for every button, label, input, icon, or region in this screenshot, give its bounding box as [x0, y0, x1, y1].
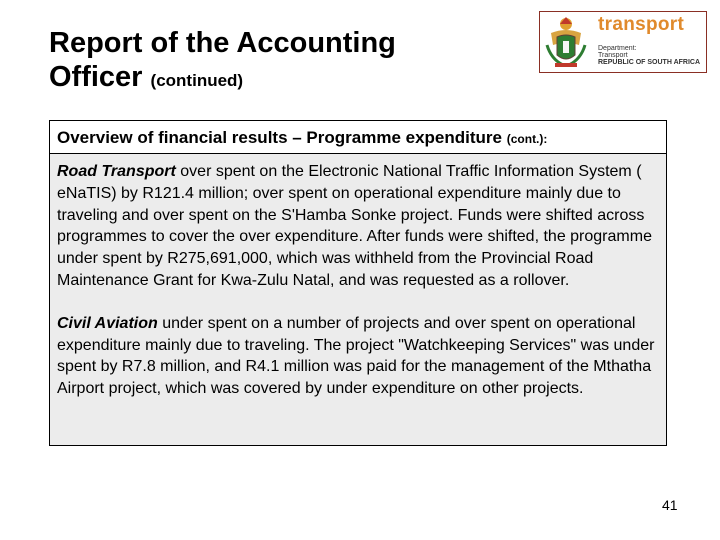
logo-line-3: REPUBLIC OF SOUTH AFRICA	[598, 59, 701, 66]
content-panel	[49, 120, 667, 446]
title-line-2: Officer	[49, 61, 143, 93]
panel-heading-text: Overview of financial results – Programme expenditure	[57, 128, 502, 147]
panel-heading-suffix: (cont.):	[506, 132, 548, 146]
paragraph-text: over spent on the Electronic National Traffic Information System ( eNaTIS) by R121.4 million; over spent on operational expenditure mainly due to traveling and over spent on the S'Hamba Sonke project. Funds were shifted across programmes to cover the over expenditure. After funds were shifted, the programme under spent by R275,691,000, which was withheld from the Provincial Road Maintenance Grant for Kwa-Zulu Natal, and was requested as a rollover.	[57, 163, 652, 289]
paragraph-lead: Road Transport	[57, 163, 176, 180]
logo-department	[598, 45, 700, 66]
department-logo	[539, 11, 707, 73]
paragraph-lead: Civil Aviation	[57, 314, 158, 332]
logo-line-1: Department:	[598, 45, 637, 52]
title-line-1: Report of the Accounting	[49, 27, 396, 59]
paragraph-civil-aviation	[57, 313, 661, 400]
paragraph-text: under spent on a number of projects and over spent on operational expenditure mainly due to traveling. The project "Watchkeeping Services" was under spent by R7.8 million, and R4.1 million was paid for the management of the Mthatha Airport project, which was covered by under expenditure on other projects.	[57, 314, 655, 398]
page-number: 41	[662, 497, 678, 513]
panel-heading	[50, 121, 666, 154]
title-suffix: (continued)	[150, 71, 244, 90]
coat-of-arms-icon	[543, 15, 589, 69]
logo-line-2: Transport	[598, 52, 628, 59]
panel-body	[57, 161, 661, 421]
slide-title	[49, 26, 396, 98]
paragraph-road-transport	[57, 161, 661, 292]
logo-brand: transport	[598, 14, 685, 35]
